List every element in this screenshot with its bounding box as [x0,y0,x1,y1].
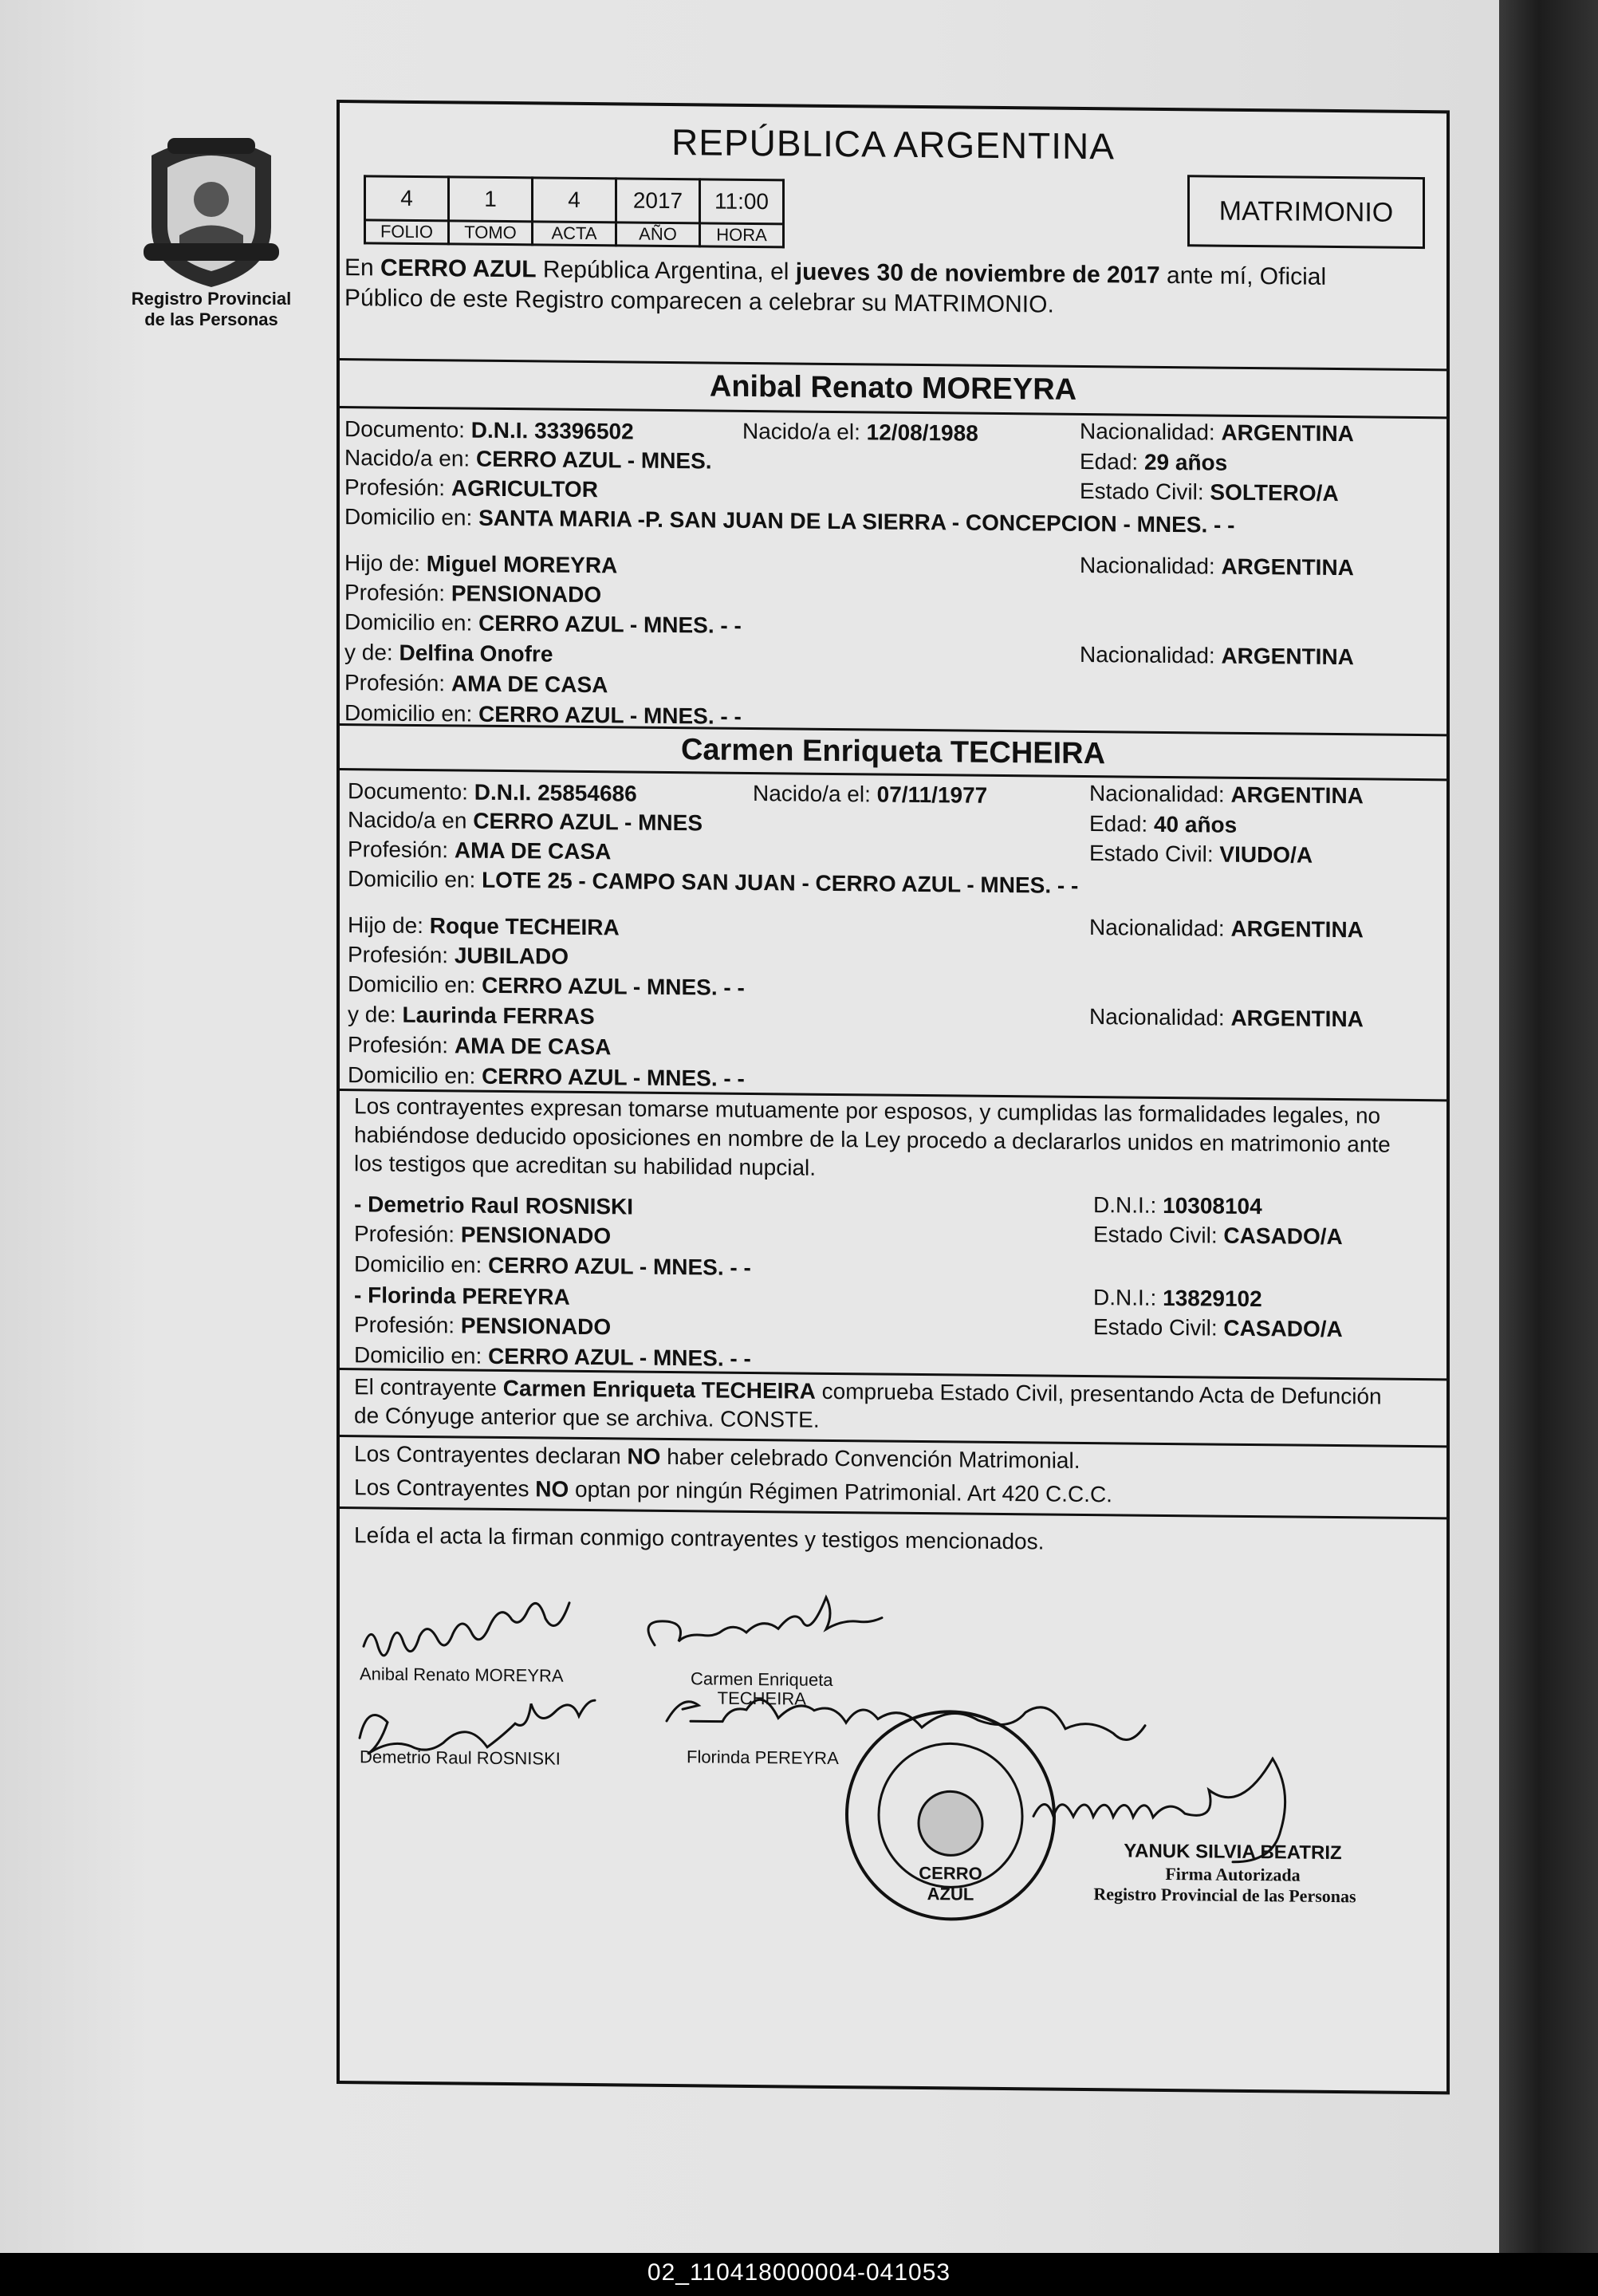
value: PENSIONADO [451,581,602,608]
tomo-label: TOMO [449,221,533,245]
witness1-dni [1093,1191,1262,1220]
label: Domicilio en: [348,1062,482,1089]
bride-father [348,912,620,941]
intro-city: CERRO AZUL [380,254,537,283]
value: CERRO AZUL - MNES [473,808,703,836]
value: Laurinda FERRAS [402,1002,595,1030]
label: Nacionalidad: [1080,552,1222,579]
value: Delfina Onofre [399,640,553,667]
bride-age [1089,810,1237,839]
value: D.N.I. 33396502 [470,417,634,444]
label: Domicilio en: [344,609,479,636]
value: ARGENTINA [1230,1005,1364,1032]
regime-line-2 [354,1473,1442,1512]
text: Los Contrayentes declaran [354,1441,628,1469]
value: JUBILADO [454,943,569,969]
intro-text: ante mí, Oficial [1159,262,1327,290]
bride-signature-caption [691,1669,833,1709]
value: AMA DE CASA [454,1033,612,1060]
intro-date: jueves 30 de noviembre de 2017 [795,258,1160,289]
witness2-name [354,1282,570,1311]
stamp-city: CERRO AZUL [919,1863,982,1904]
value: 07/11/1977 [876,782,988,808]
value: VIUDO/A [1219,841,1313,868]
text: optan por ningún Régimen Patrimonial. Art 420 C.C.C. [569,1476,1112,1507]
label: Domicilio en: [344,700,479,727]
label: Nacionalidad: [1089,781,1231,807]
value: CERRO AZUL - MNES. - - [482,1063,745,1091]
label: Nacionalidad: [1080,418,1222,445]
registry-caption-line2: de las Personas [144,309,278,329]
hour-label: HORA [700,223,784,247]
label: Hijo de: [348,912,430,939]
registry-reference-table [364,175,785,248]
label: Domicilio en: [354,1251,489,1278]
groom-father-address [344,608,742,640]
bride-civil-status [1089,840,1313,869]
label: Profesión: [344,475,451,501]
emphasis: NO [627,1443,661,1469]
groom-age [1080,448,1227,477]
groom-father-nationality [1080,552,1354,581]
bride-mother-address [348,1061,745,1093]
label: Profesión: [348,837,455,863]
groom-mother [344,639,553,668]
declaration-line-2: habiéndose deducido oposiciones en nombre de la Ley procedo a declararlos unidos en matrimonio ante [354,1122,1391,1157]
official-role: Firma Autorizada [1165,1863,1301,1885]
caption-line: TECHEIRA [717,1688,806,1709]
label: Domicilio en: [344,504,479,530]
label: Estado Civil: [1089,841,1220,867]
value: CERRO AZUL - MNES. - - [488,1252,751,1280]
label: Nacido/a el: [753,781,877,807]
value: 29 años [1143,449,1228,475]
witness2-signature-caption: Florinda PEREYRA [687,1747,839,1769]
label: y de: [348,1002,403,1027]
value: - Demetrio Raul ROSNISKI [354,1191,634,1219]
groom-father [344,549,617,579]
value: SOLTERO/A [1210,479,1339,506]
label: Estado Civil: [1093,1222,1224,1248]
value: - Florinda PEREYRA [354,1282,570,1309]
label: Documento: [344,416,471,443]
value: CASADO/A [1223,1315,1343,1342]
year-value: 2017 [616,179,700,223]
label: Domicilio en: [348,971,482,998]
label: Documento: [348,778,474,805]
registry-caption [112,289,311,330]
bride-mother-profession [348,1031,611,1061]
label: Nacionalidad: [1089,1004,1231,1030]
bride-profession [348,836,611,865]
bride-mother [348,1001,595,1030]
declaration-text [354,1092,1442,1188]
label: y de: [344,640,400,665]
intro-line-2: Público de este Registro comparecen a celebrar su MATRIMONIO. [344,285,1054,318]
bride-birthplace [348,806,703,837]
text: comprueba Estado Civil, presentando Acta de Defunción [815,1378,1382,1409]
bride-nationality [1089,780,1364,809]
value: 12/08/1988 [866,419,978,446]
groom-birthplace [344,444,712,475]
label: Nacido/a en [348,807,474,833]
groom-nationality [1080,418,1354,447]
groom-address [344,503,1234,539]
country-title: REPÚBLICA ARGENTINA [671,121,1115,167]
label: Profesión: [354,1312,461,1338]
witness1-civil-status [1093,1221,1343,1250]
label: Profesión: [344,670,451,696]
value: AMA DE CASA [454,837,612,864]
acta-label: ACTA [533,222,616,246]
bride-father-address [348,971,745,1002]
declaration-line-3: los testigos que acreditan su habilidad nupcial. [354,1151,817,1180]
province-seal-logo [136,132,287,291]
text: El contrayente [354,1374,503,1401]
value: Miguel MOREYRA [426,551,618,578]
value: PENSIONADO [460,1313,612,1340]
intro-text: En [344,254,381,282]
label: Profesión: [348,1032,455,1058]
text: Los Contrayentes [354,1475,536,1502]
patrimonial-regime [354,1439,1442,1512]
groom-mother-profession [344,669,608,699]
label: Domicilio en: [348,866,482,892]
bride-document [348,778,637,807]
label: Nacido/a el: [742,418,867,445]
groom-father-profession [344,579,601,608]
bride-address [348,865,1078,900]
value: 13829102 [1163,1285,1262,1312]
page-edge-shadow [1499,0,1598,2253]
value: SANTA MARIA -P. SAN JUAN DE LA SIERRA - CONCEPCION - MNES. - - [478,505,1235,538]
label: Edad: [1080,448,1144,475]
value: CERRO AZUL - MNES. - - [478,610,742,638]
label: Profesión: [348,942,455,968]
bride-birthdate [753,780,987,809]
value: ARGENTINA [1230,916,1364,943]
declaration-line-1: Los contrayentes expresan tomarse mutuamente por esposos, y cumplidas las formalidades legales, no [354,1093,1381,1128]
marriage-certificate-form [337,100,1450,2094]
witness2-profession [354,1311,611,1341]
value: 10308104 [1163,1192,1262,1219]
label: Nacionalidad: [1089,915,1231,941]
value: CERRO AZUL - MNES. - - [488,1343,751,1371]
bride-mother-nationality [1089,1003,1364,1033]
label: Profesión: [354,1221,461,1247]
value: CERRO AZUL - MNES. - - [482,972,745,1000]
label: Hijo de: [344,550,427,577]
text: haber celebrado Convención Matrimonial. [660,1443,1080,1473]
witness1-profession [354,1220,611,1250]
label: Nacionalidad: [1080,641,1222,668]
groom-signature-caption: Anibal Renato MOREYRA [360,1664,564,1686]
emphasis: NO [535,1476,569,1502]
bride-father-nationality [1089,914,1364,943]
label: Estado Civil: [1093,1314,1224,1341]
value: PENSIONADO [460,1222,612,1249]
footer-bar [0,2253,1598,2296]
groom-civil-status [1080,478,1339,507]
groom-mother-nationality [1080,641,1354,671]
groom-document [344,415,634,445]
groom-birthdate [742,418,978,447]
civil-status-note [354,1372,1442,1440]
year-label: AÑO [616,223,700,246]
bride-name: Carmen Enriqueta TECHEIRA [680,733,1106,771]
official-name: YANUK SILVIA BEATRIZ [1124,1840,1342,1865]
value: 40 años [1153,811,1238,837]
value: ARGENTINA [1221,553,1354,581]
bride-name-ref: Carmen Enriqueta TECHEIRA [502,1376,816,1404]
witness2-dni [1093,1284,1262,1313]
registry-caption-line1: Registro Provincial [131,289,292,309]
tomo-value: 1 [449,177,533,222]
label: Edad: [1089,811,1154,837]
official-office: Registro Provincial de las Personas [1093,1884,1356,1907]
label: D.N.I.: [1093,1192,1163,1218]
value: ARGENTINA [1221,419,1354,447]
hour-value: 11:00 [700,179,784,224]
value: CASADO/A [1223,1223,1343,1250]
bride-signature [648,1596,882,1648]
value: LOTE 25 - CAMPO SAN JUAN - CERRO AZUL - MNES. - - [482,867,1079,898]
value: AMA DE CASA [451,671,608,698]
bride-father-profession [348,941,569,971]
value: CERRO AZUL - MNES. [476,446,712,474]
groom-profession [344,474,598,503]
value: AGRICULTOR [451,475,598,502]
groom-name: Anibal Renato MOREYRA [709,369,1077,407]
label: Profesión: [344,580,451,606]
act-type-box: MATRIMONIO [1187,175,1425,249]
witness1-name [354,1191,633,1220]
folio-value: 4 [365,176,449,221]
document-code: 02_110418000004-041053 [647,2259,951,2286]
closing-statement: Leída el acta la firman conmigo contrayentes y testigos mencionados. [354,1522,1045,1554]
value: D.N.I. 25854686 [474,779,637,806]
witness1-address [354,1250,751,1282]
label: Estado Civil: [1080,478,1210,505]
witness2-civil-status [1093,1313,1343,1343]
value: CERRO AZUL - MNES. - - [478,701,742,729]
label: Domicilio en: [354,1342,489,1369]
caption-line: Carmen Enriqueta [691,1668,833,1690]
label: Nacido/a en: [344,445,476,471]
intro-text: República Argentina, el [536,256,796,286]
value: Roque TECHEIRA [429,913,620,940]
acta-value: 4 [533,178,616,223]
value: ARGENTINA [1221,643,1354,670]
note-line-2: de Cónyuge anterior que se archiva. CONSTE. [354,1403,820,1432]
label: D.N.I.: [1093,1285,1163,1310]
value: ARGENTINA [1230,782,1364,809]
folio-label: FOLIO [365,220,449,244]
groom-signature [364,1601,569,1657]
witness1-signature-caption: Demetrio Raul ROSNISKI [360,1747,561,1769]
